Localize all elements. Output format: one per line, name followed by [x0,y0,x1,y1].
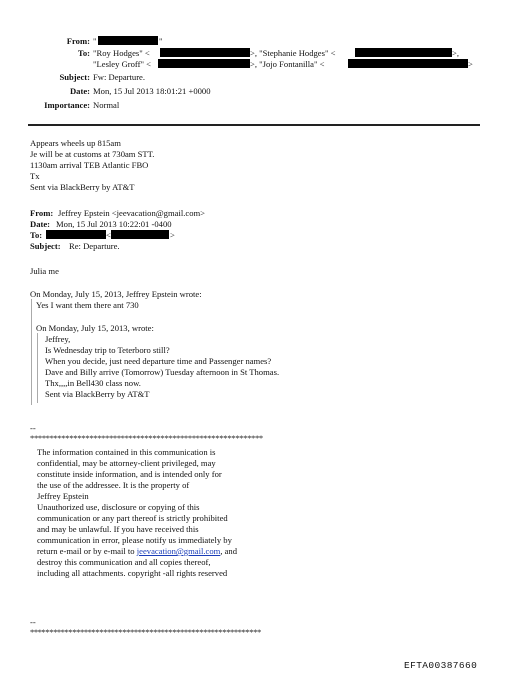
disclaimer-email-line [37,546,237,556]
body-line: Je will be at customs at 730am STT. [30,149,155,159]
fwd-from-value: Jeffrey Epstein <jeevacation@gmail.com> [58,208,206,218]
body-line: Tx [30,171,40,181]
quote-line: Dave and Billy arrive (Tomorrow) Tuesday afternoon in St Thomas. [45,367,280,377]
redaction-block [355,48,452,57]
to-recipient-4: >, "Jojo Fontanilla" < [250,59,325,69]
disclaimer-line: the use of the addressee. It is the property of [37,480,190,490]
to-recipient-2: >, "Stephanie Hodges" < [250,48,336,58]
quote-line: Is Wednesday trip to Teterboro still? [45,345,170,355]
to-label: To: [77,48,90,58]
quote-bar [31,299,32,405]
redaction-block [160,48,250,57]
footer-dashes: -- [30,617,36,627]
importance-label: Importance: [44,100,90,110]
fwd-subject-value: Re: Departure. [69,241,120,251]
disclaimer-line: including all attachments. copyright -all rights reserved [37,568,228,578]
disclaimer-line: Jeffrey Epstein [37,491,89,501]
disclaimer-line: confidential, may be attorney-client privileged, may [37,458,216,468]
redaction-block [348,59,468,68]
redaction-block [46,230,106,239]
quote-line: Sent via BlackBerry by AT&T [45,389,150,399]
to-end: > [468,59,473,69]
fwd-to-mid: < [106,230,111,240]
document-id: EFTA00387660 [404,660,478,671]
quote-line: When you decide, just need departure time and Passenger names? [45,356,272,366]
fwd-subject-label: Subject: [30,241,61,251]
header-divider [28,124,480,126]
disclaimer-line: destroy this communication and all copies thereof, [37,557,211,567]
disclaimer-line: constitute inside information, and is intended only for [37,469,222,479]
quote-bar [37,333,38,403]
disclaimer-line: communication in error, please notify us immediately by [37,535,232,545]
body-line: Appears wheels up 815am [30,138,121,148]
quote-line: Jeffrey, [45,334,71,344]
asterisk-divider: *********************************************************** [30,433,263,443]
disclaimer-line: The information contained in this communication is [37,447,216,457]
to-recipient-3: "Lesley Groff" < [93,59,151,69]
from-label: From: [66,36,90,46]
body-line: 1130am arrival TEB Atlantic FBO [30,160,149,170]
quote-intro: On Monday, July 15, 2013, Jeffrey Epstein wrote: [30,289,202,299]
fwd-to-end: > [170,230,175,240]
fwd-date-value: Mon, 15 Jul 2013 10:22:01 -0400 [56,219,172,229]
date-value: Mon, 15 Jul 2013 18:01:21 +0000 [93,86,211,96]
subject-value: Fw: Departure. [93,72,146,82]
quote-line: Thx,,,,in Bell430 class now. [45,378,141,388]
redaction-block [111,230,169,239]
email-prefix: return e-mail or by e-mail to [37,546,137,556]
reply-text: Julia me [30,266,59,276]
fwd-date-label: Date: [30,219,51,229]
disclaimer-line: and may be unlawful. If you have received this [37,524,199,534]
signature-dashes: -- [30,423,36,433]
date-label: Date: [69,86,90,96]
redaction-block [98,36,158,45]
email-suffix: , and [220,546,238,556]
from-suffix: " [159,36,163,46]
disclaimer-line: Unauthorized use, disclosure or copying of this [37,502,200,512]
email-link[interactable]: jeevacation@gmail.com [136,546,221,556]
importance-value: Normal [93,100,120,110]
body-line: Sent via BlackBerry by AT&T [30,182,135,192]
fwd-from-label: From: [30,208,54,218]
redaction-block [158,59,250,68]
disclaimer-line: communication or any part thereof is strictly prohibited [37,513,228,523]
to-separator: >, [452,48,459,58]
quote-intro: On Monday, July 15, 2013, wrote: [36,323,154,333]
from-prefix: " [93,36,97,46]
fwd-to-label: To: [30,230,43,240]
footer-asterisk-divider: ************************************************************ [30,627,261,637]
to-recipient-1: "Roy Hodges" < [93,48,150,58]
subject-label: Subject: [59,72,90,82]
quote-line: Yes I want them there ant 730 [36,300,139,310]
